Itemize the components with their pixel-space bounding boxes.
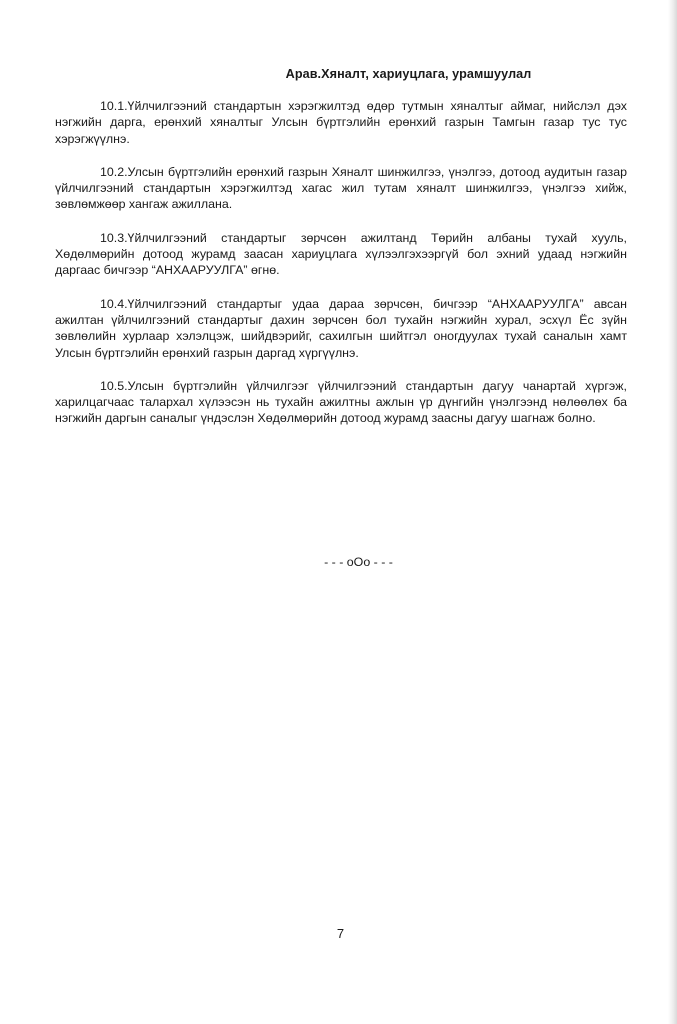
document-body bbox=[55, 98, 627, 444]
paragraph-10-2: 10.2.Улсын бүртгэлийн ерөнхий газрын Хяналт шинжилгээ, үнэлгээ, дотоод аудитын газар үйлчилгээний стандартын хэрэгжилтэд хагас жил тутам хяналт шинжилгээ, үнэлгээ хийж, зөвлөмжөөр хангаж ажиллана. bbox=[55, 164, 627, 212]
section-heading: Арав.Хяналт, хариуцлага, урамшуулал bbox=[285, 67, 532, 81]
paragraph-10-4: 10.4.Үйлчилгээний стандартыг удаа дараа зөрчсөн, бичгээр “АНХААРУУЛГА” авсан ажилтан үйлчилгээний стандартыг дахин зөрчсөн бол тухайн нэгжийн хурал, эсхүл Ёс зүйн зөвлөлийн хурлаар хэлэлцэж, шийдвэрийг, сахилгын шийтгэл оногдуулах тухай саналын хамт Улсын бүртгэлийн ерөнхий газрын даргад хүргүүлнэ. bbox=[55, 296, 627, 360]
paragraph-10-1: 10.1.Үйлчилгээний стандартын хэрэгжилтэд өдөр тутмын хяналтыг аймаг, нийслэл дэх нэгжийн дарга, ерөнхий хяналтыг Улсын бүртгэлийн ерөнхий газрын Тамгын газар тус тус хэрэгжүүлнэ. bbox=[55, 99, 627, 146]
paragraph-10-5: 10.5.Улсын бүртгэлийн үйлчилгээг үйлчилгээний стандартын дагуу чанартай хүргэж, харилцагчаас талархал хүлээсэн нь тухайн ажилтны ажлын үр дүнгийн үнэлгээнд нөлөөлөх ба нэгжийн даргын саналыг үндэслэн Хөдөлмөрийн дотоод журамд заасны дагуу шагнаж болно. bbox=[55, 378, 627, 426]
page-edge-shadow bbox=[668, 0, 677, 1024]
paragraph-10-3: 10.3.Үйлчилгээний стандартыг зөрчсөн ажилтанд Төрийн албаны тухай хууль, Хөдөлмөрийн дотоод журамд заасан хариуцлага хүлээлгэхээргүй бол эхний удаад нэгжийн даргаас бичгээр “АНХААРУУЛГА” өгнө. bbox=[55, 230, 627, 278]
end-divider: - - - oOo - - - bbox=[324, 555, 393, 569]
page-number: 7 bbox=[336, 926, 345, 941]
